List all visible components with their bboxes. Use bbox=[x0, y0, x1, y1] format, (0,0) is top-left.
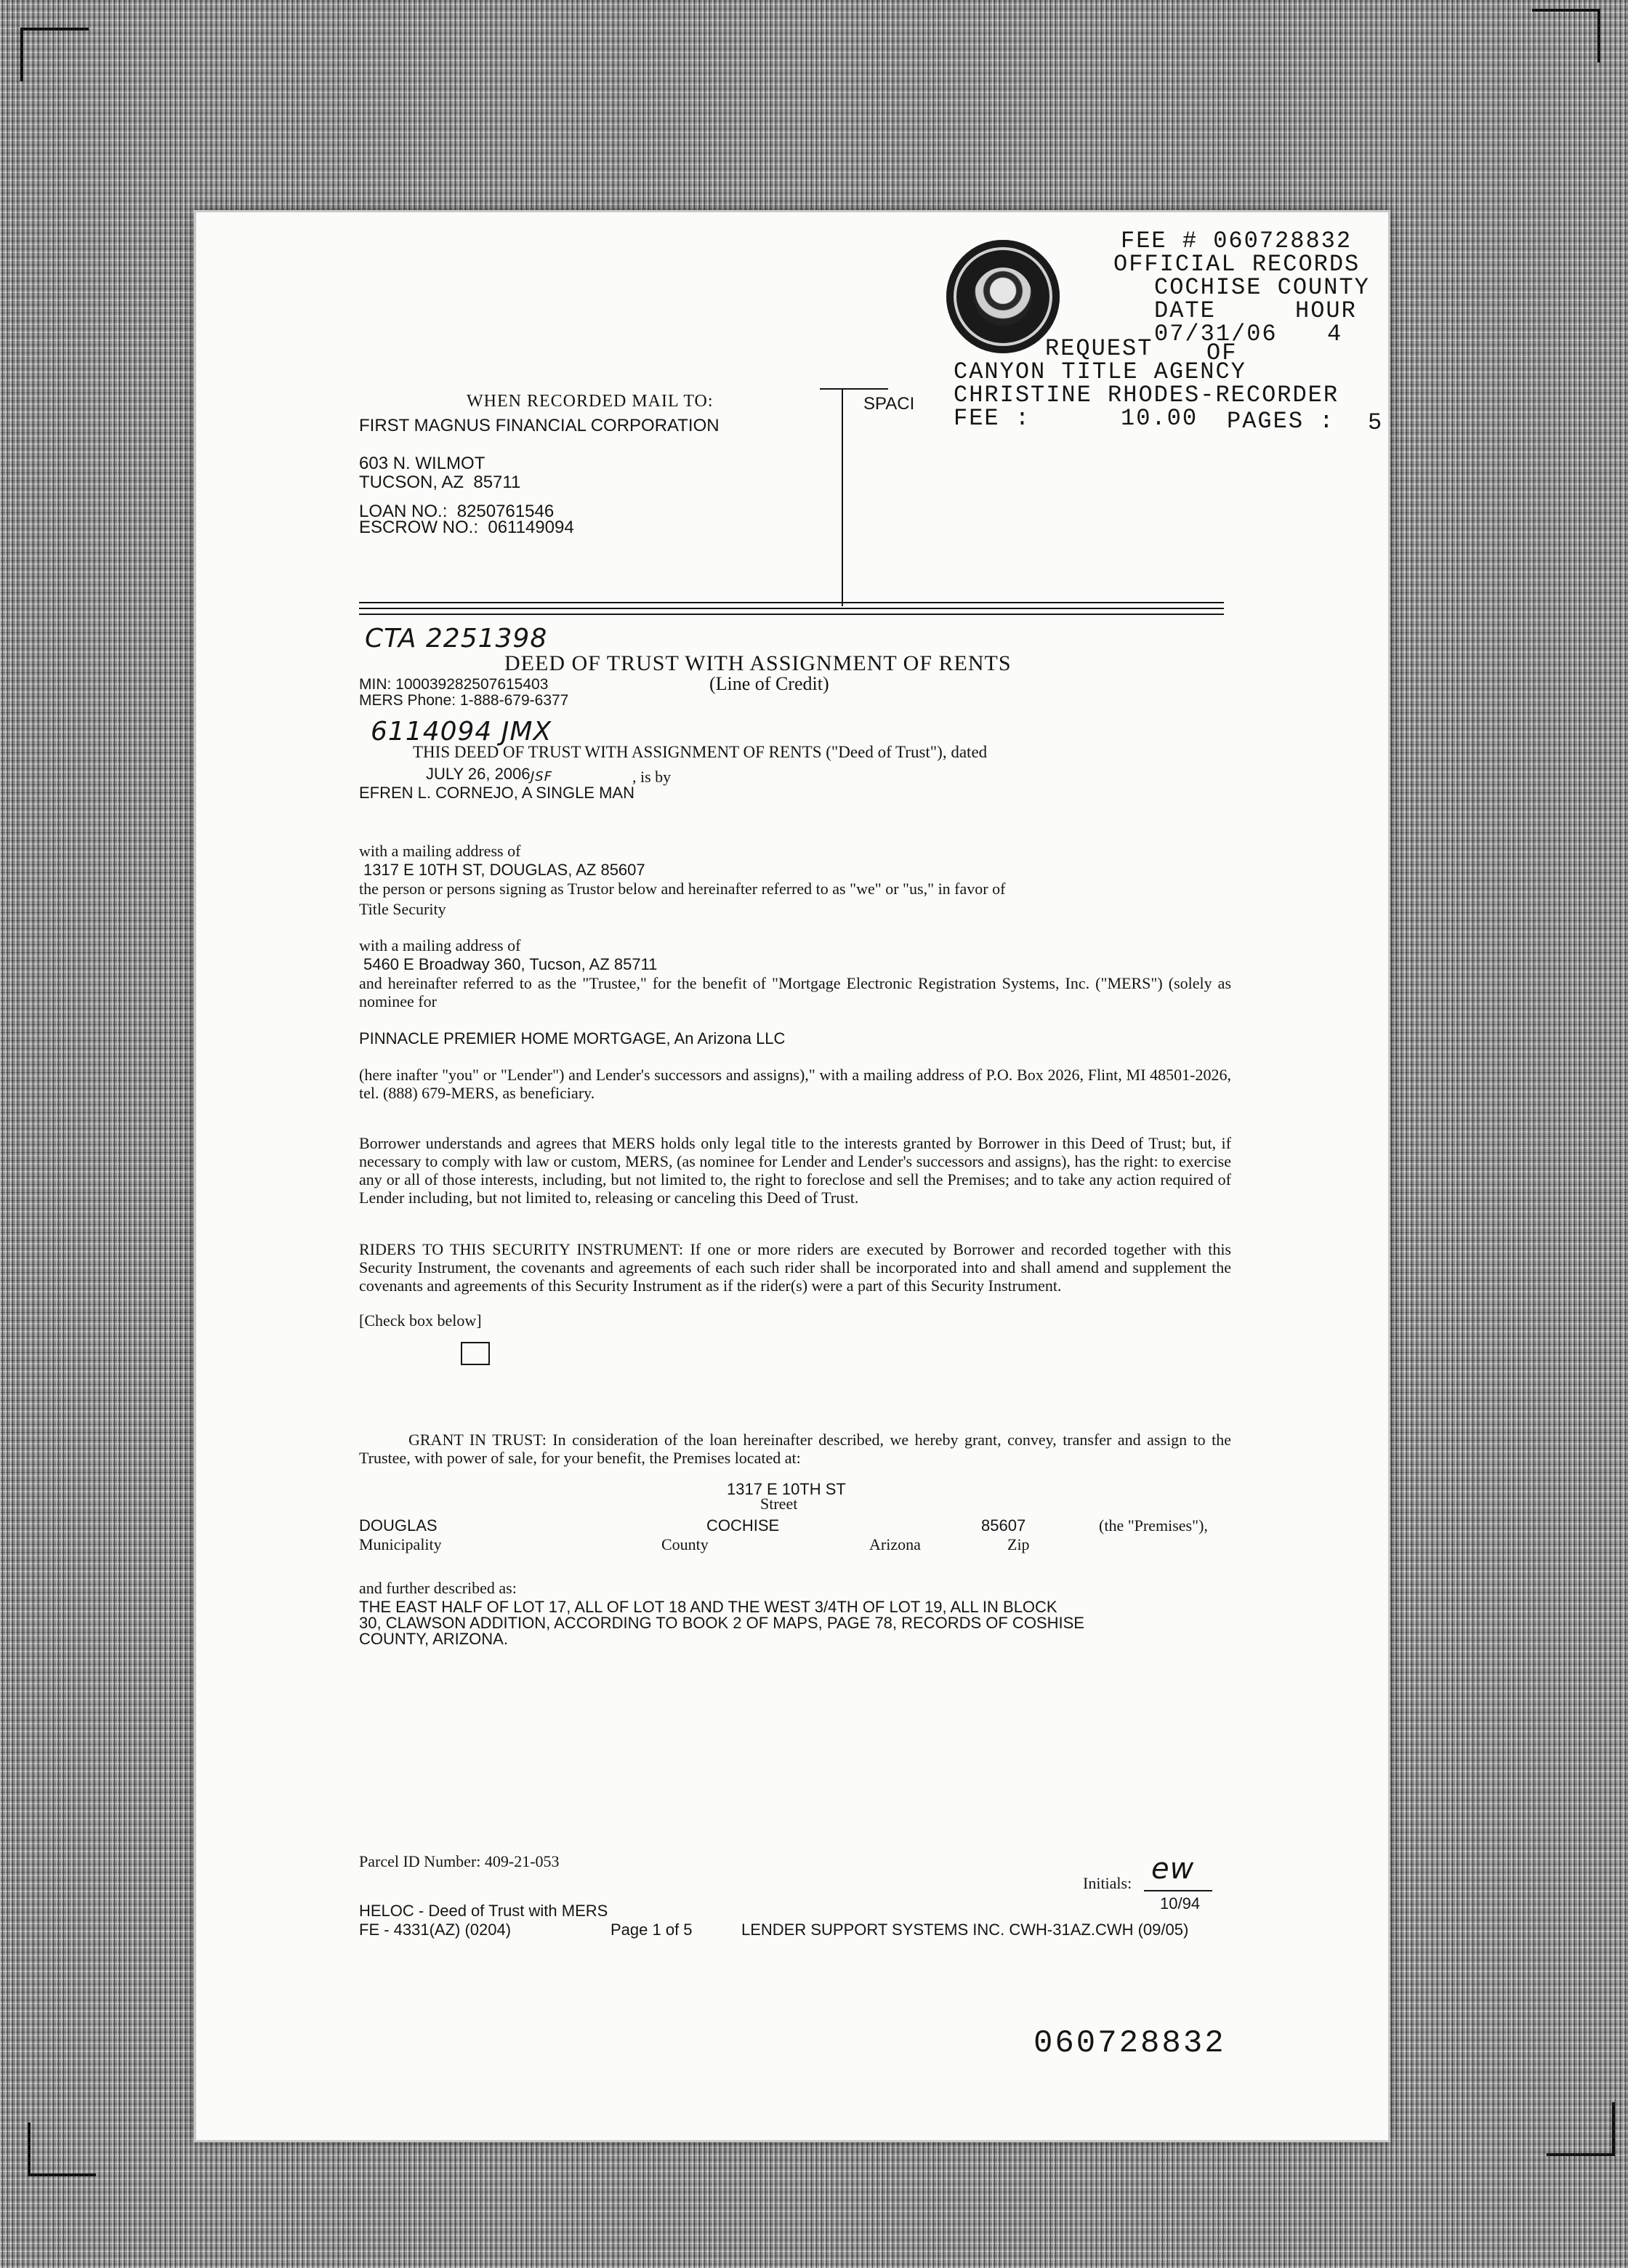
min-number: MIN: 100039282507615403 bbox=[359, 676, 549, 693]
legal-description-line-1: THE EAST HALF OF LOT 17, ALL OF LOT 18 AND THE WEST 3/4TH OF LOT 19, ALL IN BLOCK bbox=[359, 1598, 1057, 1616]
scan-corner-mark bbox=[28, 2123, 96, 2176]
borrower-paragraph: Borrower understands and agrees that MERS holds only legal title to the interests granted by Borrower in this Deed of Trust; but, if necessary to comply with law or custom, MERS, (as nominee for Lender and Lender's successors and assigns), has the right: to exercise any or all of those interests, including, but not limited to, the right to foreclose and sell the Premises; and to take any action required of Lender including, but not limited to, releasing or canceling this Deed of Trust. bbox=[359, 1134, 1231, 1207]
initials-line bbox=[1144, 1890, 1212, 1891]
stamp-fee-label: FEE : bbox=[954, 405, 1031, 432]
handwritten-escrow-note: 6114094 JMX bbox=[371, 717, 552, 747]
scan-corner-mark bbox=[1532, 9, 1600, 63]
stamp-request: REQUEST bbox=[1045, 335, 1153, 362]
space-label: SPACI bbox=[863, 394, 915, 414]
handwritten-cta-number: CTA 2251398 bbox=[365, 624, 548, 654]
stamp-pages-label: PAGES : bbox=[1227, 408, 1335, 435]
page-indicator: Page 1 of 5 bbox=[610, 1921, 693, 1939]
form-number: FE - 4331(AZ) (0204) bbox=[359, 1921, 512, 1939]
trustor-mailing-label: with a mailing address of bbox=[359, 842, 521, 860]
stamp-date-value: 07/31/06 bbox=[1154, 321, 1278, 347]
premises-state-label: Arizona bbox=[869, 1535, 921, 1553]
stamp-hour-label: HOUR bbox=[1295, 297, 1357, 324]
stamp-official-records: OFFICIAL RECORDS bbox=[1113, 251, 1361, 278]
scan-corner-mark bbox=[20, 28, 89, 81]
legal-description-line-3: COUNTY, ARIZONA. bbox=[359, 1630, 508, 1648]
rider-checkbox[interactable] bbox=[461, 1342, 490, 1365]
county-seal-icon bbox=[946, 240, 1060, 353]
stamp-agency: CANYON TITLE AGENCY bbox=[954, 358, 1246, 385]
trustee-name: Title Security bbox=[359, 900, 446, 918]
initials-signature: ew bbox=[1151, 1852, 1195, 1886]
space-bracket-vertical bbox=[842, 388, 843, 606]
deed-date: JULY 26, 2006 bbox=[426, 765, 531, 783]
premises-zip-label: Zip bbox=[1007, 1535, 1030, 1553]
stamp-hour-value: 4 bbox=[1327, 321, 1343, 347]
lender-name: PINNACLE PREMIER HOME MORTGAGE, An Arizona LLC bbox=[359, 1029, 786, 1047]
document-title: DEED OF TRUST WITH ASSIGNMENT OF RENTS bbox=[504, 651, 1012, 675]
mail-to-address1: 603 N. WILMOT bbox=[359, 454, 485, 473]
space-bracket-top bbox=[820, 388, 888, 390]
trustor-address: 1317 E 10TH ST, DOUGLAS, AZ 85607 bbox=[363, 861, 645, 879]
riders-paragraph: RIDERS TO THIS SECURITY INSTRUMENT: If one or more riders are executed by Borrower and recorded together with this Security Instrument, the covenants and agreements of each such rider shall be incorporated into and shall amend and supplement the covenants and agreements of this Security Instrument as if the rider(s) were a part of this Security Instrument. bbox=[359, 1240, 1231, 1295]
premises-street-label: Street bbox=[760, 1495, 798, 1513]
scan-corner-mark bbox=[1547, 2102, 1615, 2156]
document-subtitle: (Line of Credit) bbox=[709, 673, 829, 694]
handwritten-mark: JSF bbox=[531, 769, 553, 784]
header-rule-bottom bbox=[359, 614, 1224, 615]
premises-county: COCHISE bbox=[706, 1516, 780, 1535]
trustor-name: EFREN L. CORNEJO, A SINGLE MAN bbox=[359, 784, 634, 802]
mail-to-address2: TUCSON, AZ 85711 bbox=[359, 472, 521, 492]
document-number: 060728832 bbox=[1033, 2025, 1226, 2062]
initials-label: Initials: bbox=[1083, 1874, 1132, 1892]
loan-number: LOAN NO.: 8250761546 bbox=[359, 502, 555, 521]
parcel-id: Parcel ID Number: 409-21-053 bbox=[359, 1852, 560, 1870]
stamp-recorder: CHRISTINE RHODES-RECORDER bbox=[954, 382, 1339, 409]
stamp-of: OF bbox=[1206, 339, 1238, 366]
legal-description-line-2: 30, CLAWSON ADDITION, ACCORDING TO BOOK 2 OF MAPS, PAGE 78, RECORDS OF COSHISE bbox=[359, 1614, 1084, 1632]
mail-to-heading: WHEN RECORDED MAIL TO: bbox=[467, 392, 714, 411]
escrow-number: ESCROW NO.: 061149094 bbox=[359, 518, 574, 537]
stamp-date-label: DATE bbox=[1154, 297, 1216, 324]
form-vendor: LENDER SUPPORT SYSTEMS INC. CWH-31AZ.CWH (09/05) bbox=[741, 1921, 1189, 1939]
premises-county-label: County bbox=[661, 1535, 709, 1553]
premises-suffix: (the "Premises"), bbox=[1099, 1516, 1208, 1535]
document-page bbox=[196, 212, 1388, 2140]
trustee-address: 5460 E Broadway 360, Tucson, AZ 85711 bbox=[363, 955, 658, 973]
stamp-fee-number: FEE # 060728832 bbox=[1121, 228, 1353, 254]
header-rule-top bbox=[359, 602, 1224, 603]
stamp-pages-value: 5 bbox=[1368, 409, 1384, 436]
legal-description-intro: and further described as: bbox=[359, 1579, 517, 1597]
check-box-instruction: [Check box below] bbox=[359, 1311, 482, 1330]
grant-in-trust-paragraph: GRANT IN TRUST: In consideration of the loan hereinafter described, we hereby grant, convey, transfer and assign to the Trustee, with power of sale, for your benefit, the Premises located at: bbox=[359, 1431, 1231, 1467]
form-title: HELOC - Deed of Trust with MERS bbox=[359, 1902, 608, 1920]
trustee-mailing-label: with a mailing address of bbox=[359, 936, 521, 954]
header-rule-middle bbox=[359, 608, 1224, 609]
lender-definition-paragraph: (here inafter "you" or "Lender") and Lender's successors and assigns)," with a mailing address of P.O. Box 2026, Flint, MI 48501-2026, tel. (888) 679-MERS, as beneficiary. bbox=[359, 1066, 1231, 1102]
premises-municipality-label: Municipality bbox=[359, 1535, 442, 1553]
stamp-county: COCHISE COUNTY bbox=[1154, 274, 1370, 301]
mers-phone: MERS Phone: 1-888-679-6377 bbox=[359, 692, 569, 709]
form-revision: 10/94 bbox=[1160, 1894, 1201, 1913]
premises-municipality: DOUGLAS bbox=[359, 1516, 438, 1535]
premises-zip: 85607 bbox=[981, 1516, 1026, 1535]
trustor-description: the person or persons signing as Trustor below and hereinafter referred to as "we" or "us," in favor of bbox=[359, 880, 1006, 898]
intro-line: THIS DEED OF TRUST WITH ASSIGNMENT OF RENTS ("Deed of Trust"), dated bbox=[413, 743, 988, 761]
trustee-description: and hereinafter referred to as the "Trustee," for the benefit of "Mortgage Electronic Registration Systems, Inc. ("MERS") (solely as nominee for bbox=[359, 974, 1231, 1010]
premises-street: 1317 E 10TH ST bbox=[727, 1480, 846, 1498]
stamp-fee-value: 10.00 bbox=[1121, 405, 1198, 432]
mail-to-company: FIRST MAGNUS FINANCIAL CORPORATION bbox=[359, 416, 720, 435]
is-by-text: , is by bbox=[632, 768, 672, 786]
